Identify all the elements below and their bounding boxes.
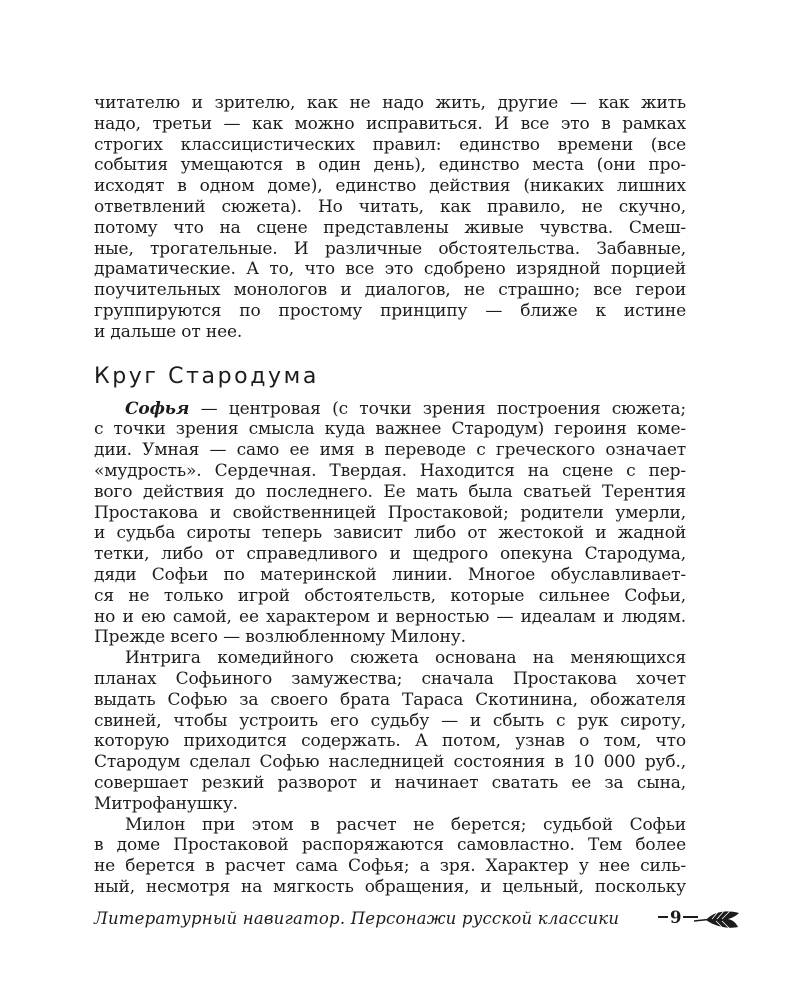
text-line: группируются по простому принципу — ближе к истине bbox=[94, 300, 686, 321]
text-line: планах Софьиного замужества; сначала Простакова хочет bbox=[94, 668, 686, 689]
page-number: 9 bbox=[670, 908, 682, 927]
text-line: Прежде всего — возлюбленному Милону. bbox=[94, 627, 466, 648]
text-line: в доме Простаковой распоряжаются самовластно. Тем более bbox=[94, 835, 686, 856]
text-line: поучительных монологов и диалогов, не страшно; все герои bbox=[94, 280, 686, 301]
text-line: Митрофанушку. bbox=[94, 793, 238, 814]
text-line: драматические. А то, что все это сдобрено изрядной порцией bbox=[94, 259, 686, 280]
text-line: вого действия до последнего. Ее мать была сватьей Терентия bbox=[94, 481, 686, 502]
text-line: совершает резкий разворот и начинает сватать ее за сына, bbox=[94, 772, 686, 793]
text-line: «мудрость». Сердечная. Твердая. Находится на сцене с пер- bbox=[94, 460, 686, 481]
text-line: не берется в расчет сама Софья; а зря. Характер у нее силь- bbox=[94, 856, 686, 877]
intro-paragraph bbox=[94, 93, 686, 343]
text-line: Милон при этом в расчет не берется; судьбой Софьи bbox=[125, 814, 686, 835]
text-line: ный, несмотря на мягкость обращения, и цельный, поскольку bbox=[94, 876, 686, 897]
text-line: Простакова и свойственницей Простаковой; родители умерли, bbox=[94, 502, 686, 523]
running-title: Литературный навигатор. Персонажи русской классики bbox=[94, 909, 620, 928]
text-line: строгих классицистических правил: единство времени (все bbox=[94, 134, 686, 155]
text-line: дии. Умная — само ее имя в переводе с греческого означает bbox=[94, 440, 686, 461]
text-line: с точки зрения смысла куда важнее Стародум) героиня коме- bbox=[94, 419, 686, 440]
text-line: тетки, либо от справедливого и щедрого опекуна Стародума, bbox=[94, 544, 686, 565]
text-line: надо, третьи — как можно исправиться. И все это в рамках bbox=[94, 113, 686, 134]
text-line: и дальше от нее. bbox=[94, 321, 243, 342]
text-line: ответвлений сюжета). Но читать, как правило, не скучно, bbox=[94, 196, 686, 217]
sofia-paragraph bbox=[94, 399, 686, 649]
text-line: которую приходится содержать. А потом, узнав о том, что bbox=[94, 731, 686, 752]
text-line: и судьба сироты теперь зависит либо от жестокой и жадной bbox=[94, 523, 686, 544]
page-footer bbox=[94, 905, 754, 935]
text-line: исходят в одном доме), единство действия (никаких лишних bbox=[94, 176, 686, 197]
text-line: потому что на сцене представлены живые чувства. Смеш- bbox=[94, 217, 686, 238]
text-line: читателю и зрителю, как не надо жить, другие — как жить bbox=[94, 93, 686, 113]
text-line: ся не только игрой обстоятельств, которые сильнее Софьи, bbox=[94, 585, 686, 606]
text-line: свиней, чтобы устроить его судьбу — и сбыть с рук сироту, bbox=[94, 710, 686, 731]
text-line: выдать Софью за своего брата Тараса Скотинина, обожателя bbox=[94, 689, 686, 710]
page-body bbox=[94, 93, 686, 898]
text-line-rest: — центровая (с точки зрения построения сюжета; bbox=[189, 398, 686, 419]
section-heading: Круг Стародума bbox=[94, 363, 319, 389]
feather-quill-icon bbox=[692, 907, 742, 933]
text-line bbox=[94, 399, 686, 420]
text-line: Стародум сделал Софью наследницей состояния в 10 000 руб., bbox=[94, 752, 686, 773]
text-line: ные, трогательные. И различные обстоятельства. Забавные, bbox=[94, 238, 686, 259]
text-line: Интрига комедийного сюжета основана на меняющихся bbox=[125, 648, 686, 669]
milon-paragraph bbox=[94, 815, 686, 898]
intrigue-paragraph bbox=[94, 648, 686, 814]
text-line: события умещаются в один день), единство места (они про- bbox=[94, 155, 686, 176]
character-name-emphasis: Софья bbox=[125, 398, 190, 419]
text-line: но и ею самой, ее характером и верностью — идеалам и людям. bbox=[94, 606, 686, 627]
text-line: дяди Софьи по материнской линии. Многое обуславливает- bbox=[94, 564, 686, 585]
